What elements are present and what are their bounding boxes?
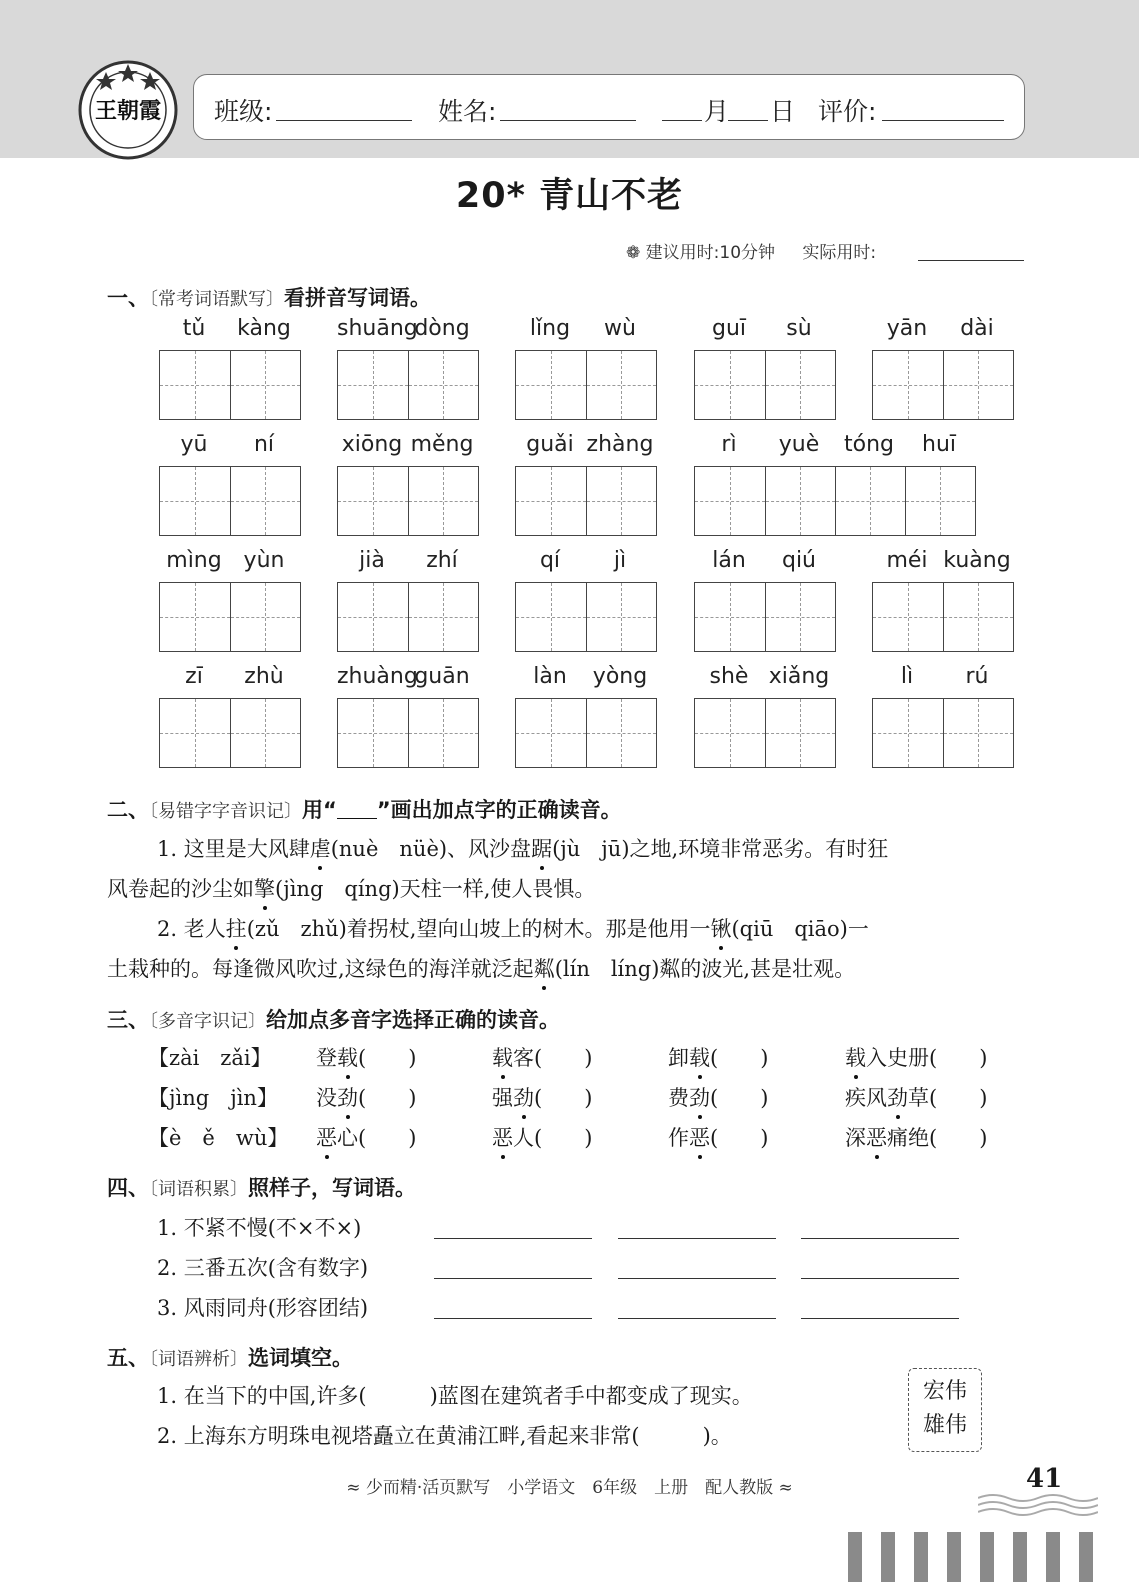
writing-cell[interactable] — [408, 699, 478, 767]
pinyin-label: qiú — [781, 548, 817, 573]
answer-line[interactable] — [618, 1238, 776, 1239]
pinyin-label: yān — [886, 316, 928, 341]
name-field[interactable] — [500, 120, 636, 121]
pinyin-label: xiōng — [341, 432, 403, 457]
writing-cell[interactable] — [873, 699, 943, 767]
s2-line-2: 风卷起的沙尘如擎(jìng qíng)天柱一样,使人畏惧。 — [107, 873, 595, 903]
writing-grid[interactable] — [515, 698, 657, 768]
class-label: 班级: — [214, 97, 273, 126]
pinyin-label: huī — [922, 432, 956, 457]
eval-field[interactable] — [882, 120, 1004, 121]
name-label: 姓名: — [438, 97, 497, 126]
s4-item-2: 2. 三番五次(含有数字) — [157, 1256, 369, 1280]
pinyin-label: zhuàng — [337, 664, 418, 689]
writing-cell[interactable] — [586, 583, 656, 651]
edge-stripe — [1013, 1532, 1027, 1582]
writing-grid[interactable] — [159, 350, 301, 420]
writing-grid[interactable] — [694, 698, 836, 768]
eval-label: 评价: — [818, 97, 877, 126]
pinyin-label: lán — [712, 548, 746, 573]
writing-cell[interactable] — [516, 351, 586, 419]
writing-grid[interactable] — [872, 582, 1014, 652]
pronunciation-options: 【jìng jìn】 — [148, 1086, 278, 1110]
word-choice-box — [908, 1368, 982, 1452]
pinyin-label: zī — [185, 664, 203, 689]
writing-cell[interactable] — [586, 351, 656, 419]
writing-cell[interactable] — [338, 699, 408, 767]
actual-time-field[interactable] — [918, 260, 1024, 261]
word-choice: 宏伟 — [922, 1379, 967, 1404]
pinyin-label: xiǎng — [768, 664, 830, 689]
word-choice: 雄伟 — [922, 1413, 967, 1438]
writing-cell[interactable] — [765, 583, 835, 651]
answer-line[interactable] — [801, 1238, 959, 1239]
writing-grid[interactable] — [159, 582, 301, 652]
pinyin-label: méi — [886, 548, 928, 573]
writing-grid[interactable] — [694, 466, 976, 536]
polyphone-word[interactable]: 作恶( ) — [668, 1122, 768, 1152]
polyphone-word[interactable]: 费劲( ) — [668, 1082, 768, 1112]
pinyin-label: sù — [786, 316, 812, 341]
edge-stripe — [1046, 1532, 1060, 1582]
writing-cell[interactable] — [943, 699, 1013, 767]
answer-line[interactable] — [434, 1318, 592, 1319]
polyphone-word[interactable]: 强劲( ) — [492, 1082, 592, 1112]
section-2-heading: 二、〔易错字字音识记〕用“ ”画出加点字的正确读音。 — [107, 798, 622, 822]
edge-stripe — [914, 1532, 928, 1582]
s2-line-3: 2. 老人拄(zǔ zhǔ)着拐杖,望向山坡上的树木。那是他用一锹(qiū qiāo)一 — [157, 913, 869, 943]
writing-grid[interactable] — [872, 350, 1014, 420]
pinyin-label: yuè — [778, 432, 820, 457]
writing-cell[interactable] — [765, 467, 835, 535]
pinyin-label: yòng — [592, 664, 648, 689]
pinyin-label: shuāng — [337, 316, 418, 341]
pinyin-label: rì — [721, 432, 737, 457]
pinyin-label: shè — [709, 664, 749, 689]
writing-cell[interactable] — [408, 583, 478, 651]
pinyin-label: kuàng — [943, 548, 1011, 573]
actual-time-label: 实际用时: — [802, 243, 877, 263]
time-row — [626, 238, 876, 263]
section-1-heading: 一、〔常考词语默写〕看拼音写词语。 — [107, 286, 431, 310]
pinyin-label: dài — [960, 316, 994, 341]
edge-stripe — [1079, 1532, 1093, 1582]
pronunciation-options: 【è ě wù】 — [148, 1126, 289, 1150]
writing-cell[interactable] — [160, 467, 230, 535]
answer-line[interactable] — [434, 1278, 592, 1279]
s4-item-3: 3. 风雨同舟(形容团结) — [157, 1296, 369, 1320]
writing-cell[interactable] — [516, 699, 586, 767]
writing-grid[interactable] — [159, 466, 301, 536]
wave-decoration — [978, 1492, 1098, 1516]
polyphone-word[interactable]: 没劲( ) — [316, 1082, 416, 1112]
pinyin-label: tóng — [844, 432, 894, 457]
s2-line-4: 土栽种的。每逢微风吹过,这绿色的海洋就泛起粼(lín líng)粼的波光,甚是壮观。 — [107, 953, 855, 983]
writing-cell[interactable] — [160, 699, 230, 767]
writing-cell[interactable] — [695, 467, 765, 535]
pinyin-label: yùn — [243, 548, 285, 573]
pinyin-label: jì — [613, 548, 627, 573]
pinyin-label: rú — [965, 664, 989, 689]
pinyin-label: guān — [414, 664, 470, 689]
writing-cell[interactable] — [160, 351, 230, 419]
section-3-heading: 三、〔多音字识记〕给加点多音字选择正确的读音。 — [107, 1008, 560, 1032]
writing-cell[interactable] — [873, 583, 943, 651]
pinyin-label: tǔ — [182, 316, 206, 341]
answer-line[interactable] — [801, 1278, 959, 1279]
class-field[interactable] — [276, 120, 412, 121]
pinyin-label: měng — [410, 432, 474, 457]
writing-grid[interactable] — [337, 466, 479, 536]
polyphone-word[interactable]: 恶心( ) — [316, 1122, 416, 1152]
month-label: 月 — [704, 97, 730, 126]
section-4-heading: 四、〔词语积累〕照样子，写词语。 — [107, 1176, 416, 1200]
writing-grid[interactable] — [337, 350, 479, 420]
writing-cell[interactable] — [230, 583, 300, 651]
writing-cell[interactable] — [230, 699, 300, 767]
student-info-box — [193, 74, 1025, 140]
writing-cell[interactable] — [586, 699, 656, 767]
pinyin-label: lǐng — [529, 316, 571, 341]
writing-cell[interactable] — [230, 351, 300, 419]
writing-grid[interactable] — [337, 698, 479, 768]
svg-text:王朝霞: 王朝霞 — [94, 98, 162, 124]
writing-cell[interactable] — [408, 467, 478, 535]
edge-stripe — [848, 1532, 862, 1582]
edge-stripe — [881, 1532, 895, 1582]
s2-line-1: 1. 这里是大风肆虐(nuè nüè)、风沙盘踞(jù jū)之地,环境非常恶劣。有时狂 — [157, 833, 888, 863]
writing-grid[interactable] — [515, 582, 657, 652]
pinyin-label: guǎi — [526, 432, 574, 457]
pinyin-label: làn — [533, 664, 567, 689]
writing-cell[interactable] — [230, 467, 300, 535]
pinyin-label: kàng — [237, 316, 291, 341]
answer-line[interactable] — [618, 1278, 776, 1279]
writing-cell[interactable] — [695, 351, 765, 419]
polyphone-word[interactable]: 恶人( ) — [492, 1122, 592, 1152]
writing-grid[interactable] — [694, 582, 836, 652]
pronunciation-options: 【zài zǎi】 — [148, 1046, 272, 1070]
lesson-title: 20* 青山不老 — [455, 176, 684, 216]
pinyin-label: zhù — [244, 664, 284, 689]
writing-cell[interactable] — [338, 351, 408, 419]
answer-line[interactable] — [434, 1238, 592, 1239]
pinyin-label: ní — [253, 432, 275, 457]
polyphone-word[interactable]: 深恶痛绝( ) — [845, 1122, 987, 1152]
writing-grid[interactable] — [337, 582, 479, 652]
s4-item-1: 1. 不紧不慢(不×不×) — [157, 1216, 362, 1240]
s5-question-2: 2. 上海东方明珠电视塔矗立在黄浦江畔,看起来非常( )。 — [157, 1424, 732, 1448]
pinyin-label: zhí — [426, 548, 458, 573]
edge-stripe — [947, 1532, 961, 1582]
writing-cell[interactable] — [943, 351, 1013, 419]
polyphone-word[interactable]: 卸载( ) — [668, 1042, 768, 1072]
writing-grid[interactable] — [515, 350, 657, 420]
writing-grid[interactable] — [872, 698, 1014, 768]
writing-cell[interactable] — [835, 467, 905, 535]
writing-cell[interactable] — [516, 583, 586, 651]
writing-cell[interactable] — [338, 467, 408, 535]
writing-grid[interactable] — [694, 350, 836, 420]
writing-cell[interactable] — [695, 699, 765, 767]
pinyin-label: wù — [604, 316, 636, 341]
writing-cell[interactable] — [408, 351, 478, 419]
pinyin-label: yū — [180, 432, 208, 457]
page-number: 41 — [1026, 1464, 1063, 1494]
writing-cell[interactable] — [873, 351, 943, 419]
pinyin-label: lì — [900, 664, 914, 689]
pinyin-label: zhàng — [586, 432, 654, 457]
writing-grid[interactable] — [515, 466, 657, 536]
month-field[interactable] — [662, 120, 702, 121]
section-5-heading: 五、〔词语辨析〕选词填空。 — [107, 1346, 353, 1370]
polyphone-word[interactable]: 疾风劲草( ) — [845, 1082, 987, 1112]
writing-cell[interactable] — [516, 467, 586, 535]
clock-icon: ❁ — [626, 243, 641, 263]
pinyin-label: guī — [711, 316, 747, 341]
writing-cell[interactable] — [160, 583, 230, 651]
pinyin-label: mìng — [166, 548, 222, 573]
publisher-logo — [76, 58, 180, 162]
writing-cell[interactable] — [586, 467, 656, 535]
suggested-time: 建议用时:10分钟 — [645, 243, 776, 263]
pinyin-label: dòng — [414, 316, 470, 341]
polyphone-word[interactable]: 载入史册( ) — [845, 1042, 987, 1072]
writing-cell[interactable] — [695, 583, 765, 651]
day-label: 日 — [770, 97, 796, 126]
writing-cell[interactable] — [905, 467, 975, 535]
polyphone-word[interactable]: 登载( ) — [316, 1042, 416, 1072]
writing-cell[interactable] — [338, 583, 408, 651]
edge-stripe — [980, 1532, 994, 1582]
day-field[interactable] — [728, 120, 768, 121]
polyphone-word[interactable]: 载客( ) — [492, 1042, 592, 1072]
pinyin-label: qí — [539, 548, 561, 573]
pinyin-label: jià — [359, 548, 385, 573]
writing-cell[interactable] — [765, 699, 835, 767]
writing-cell[interactable] — [943, 583, 1013, 651]
footer-text: ≈ 少而精·活页默写 小学语文 6年级 上册 配人教版 ≈ — [346, 1478, 793, 1498]
answer-line[interactable] — [801, 1318, 959, 1319]
writing-cell[interactable] — [765, 351, 835, 419]
writing-grid[interactable] — [159, 698, 301, 768]
s5-question-1: 1. 在当下的中国,许多( )蓝图在建筑者手中都变成了现实。 — [157, 1384, 753, 1408]
answer-line[interactable] — [618, 1318, 776, 1319]
